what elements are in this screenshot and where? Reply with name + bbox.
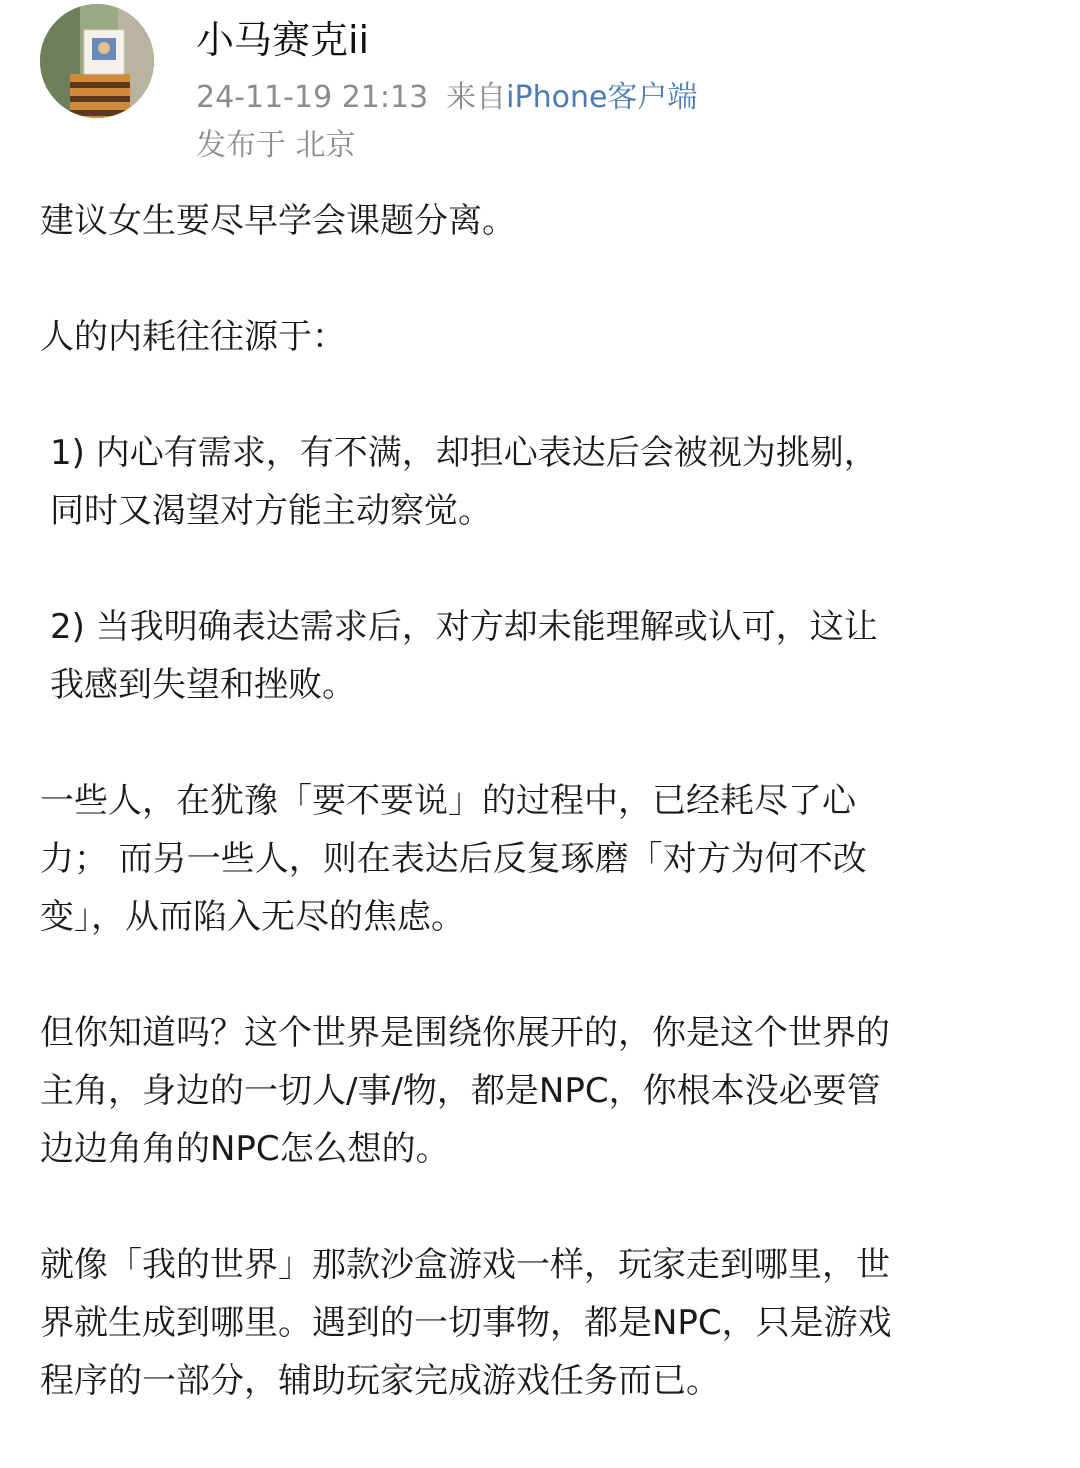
post-timestamp: 24-11-19 21:13 (196, 80, 429, 115)
post-paragraph: 就像「我的世界」那款沙盒游戏一样，玩家走到哪里，世 界就生成到哪里。遇到的一切事物，都是NPC，只是游戏 程序的一部分，辅助玩家完成游戏任务而已。 (40, 1245, 892, 1401)
post-paragraph: 但你知道吗？这个世界是围绕你展开的，你是这个世界的 主角，身边的一切人/事/物，都是NPC，你根本没必要管 边边角角的NPC怎么想的。 (40, 1013, 890, 1169)
post-meta (196, 76, 697, 120)
avatar-photo-icon (40, 4, 154, 118)
post-paragraph: 建议女生要尽早学会课题分离。 (40, 201, 516, 241)
source-link[interactable]: iPhone客户端 (506, 80, 698, 115)
author-name[interactable]: 小马赛克ii (196, 18, 370, 62)
post-paragraph: 人的内耗往往源于： (40, 317, 346, 357)
post-header (0, 0, 1080, 180)
post-paragraph: 一些人，在犹豫「要不要说」的过程中，已经耗尽了心 力； 而另一些人，则在表达后反复琢磨「对方为何不改 变」，从而陷入无尽的焦虑。 (40, 781, 867, 937)
post-paragraph: 1) 内心有需求，有不满，却担心表达后会被视为挑剔， 同时又渴望对方能主动察觉。 (50, 433, 878, 531)
post-location: 发布于 北京 (196, 128, 356, 163)
post-body (40, 192, 1050, 1468)
post-paragraph: 2) 当我明确表达需求后，对方却未能理解或认可，这让 我感到失望和挫败。 (50, 607, 878, 705)
source-prefix: 来自 (446, 80, 507, 115)
author-avatar[interactable] (40, 4, 154, 118)
